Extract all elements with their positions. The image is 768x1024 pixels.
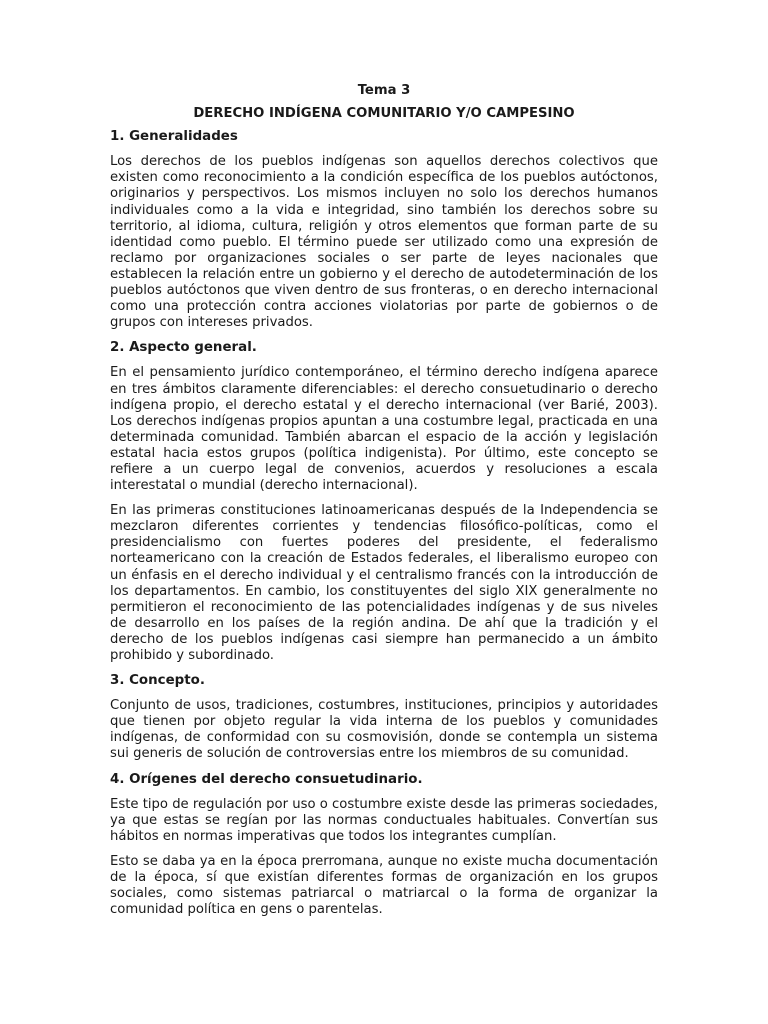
section-heading: 3. Concepto.: [110, 673, 205, 689]
document-title: Tema 3: [357, 83, 411, 98]
paragraph: Los derechos de los pueblos indígenas son aquellos derechos colectivos que existen como reconocimiento a la condición específica de los pueblos autóctonos, originarios y perspectivos. Los mismos incluyen no solo los derechos humanos individuales como a la vida e integridad, sino también los derechos sobre su territorio, al idioma, cultura, religión y otros elementos que forman parte de su identidad como pueblo. El término puede ser utilizado como una expresión de reclamo por organizaciones sociales o ser parte de leyes nacionales que establecen la relación entre un gobierno y el derecho de autodeterminación de los pueblos autóctonos que viven dentro de sus fronteras, o en derecho internacional como una protección contra acciones violatorias por parte de gobiernos o de grupos con intereses privados.: [110, 154, 658, 331]
section-origenes: [110, 772, 658, 919]
paragraph: En las primeras constituciones latinoamericanas después de la Independencia se mezclaron diferentes corrientes y tendencias filosófico-políticas, como el presidencialismo con fuertes poderes del presidente, el federalismo norteamericano con la creación de Estados federales, el liberalismo europeo con un énfasis en el derecho individual y el centralismo francés con la introducción de los departamentos. En cambio, los constituyentes del siglo XIX generalmente no permitieron el reconocimiento de las potencialidades indígenas y de sus niveles de desarrollo en los países de la región andina. De ahí que la tradición y el derecho de los pueblos indígenas casi siempre han permanecido a un ámbito prohibido y subordinado.: [110, 503, 658, 663]
section-concepto: [110, 673, 658, 762]
section-heading: 2. Aspecto general.: [110, 340, 257, 356]
paragraph: Este tipo de regulación por uso o costumbre existe desde las primeras sociedades, ya que estas se regían por las normas conductuales habituales. Convertían sus hábitos en normas imperativas que todos los integrantes cumplían.: [110, 796, 658, 844]
section-aspecto-general: [110, 340, 658, 664]
section-heading: 1. Generalidades: [110, 129, 238, 145]
document-subtitle: DERECHO INDÍGENA COMUNITARIO Y/O CAMPESINO: [193, 106, 575, 122]
paragraph: En el pensamiento jurídico contemporáneo, el término derecho indígena aparece en tres ámbitos claramente diferenciables: el derecho consuetudinario o derecho indígena propio, el derecho estatal y el derecho internacional (ver Barié, 2003). Los derechos indígenas propios apuntan a una costumbre legal, practicada en una determinada comunidad. También abarcan el espacio de la acción y legislación estatal hacia estos grupos (política indigenista). Por último, este concepto se refiere a un cuerpo legal de convenios, acuerdos y resoluciones a escala interestatal o mundial (derecho internacional).: [110, 365, 658, 494]
section-generalidades: [110, 129, 658, 331]
section-heading: 4. Orígenes del derecho consuetudinario.: [110, 771, 423, 787]
paragraph: Esto se daba ya en la época prerromana, aunque no existe mucha documentación de la época, sí que existían diferentes formas de organización en los grupos sociales, como sistemas patriarcal o matriarcal o la forma de organizar la comunidad política en gens o parentelas.: [110, 853, 658, 918]
document-page: [110, 83, 658, 927]
paragraph: Conjunto de usos, tradiciones, costumbres, instituciones, principios y autoridades que tienen por objeto regular la vida interna de los pueblos y comunidades indígenas, de conformidad con su cosmovisión, donde se contempla un sistema sui generis de solución de controversias entre los miembros de su comunidad.: [110, 698, 658, 762]
